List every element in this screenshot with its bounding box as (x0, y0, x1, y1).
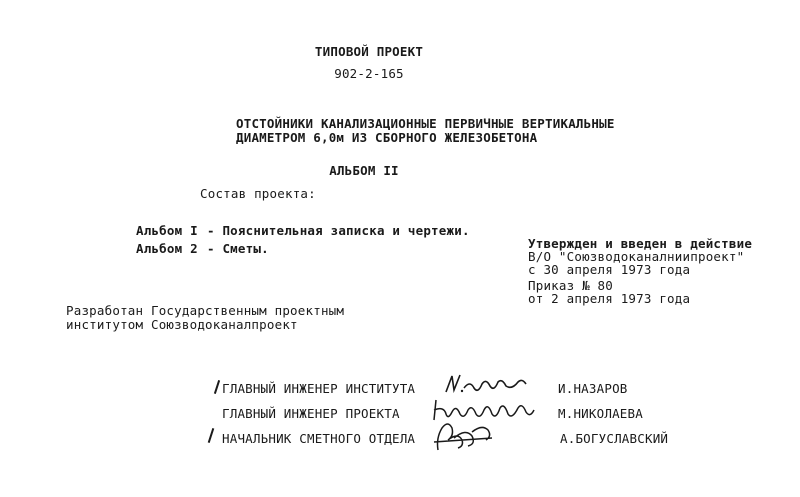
slash-mark (214, 380, 220, 394)
handwritten-signature (432, 418, 502, 454)
composition-item-album: Альбом I (136, 223, 198, 238)
approval-order: Приказ № 80 (528, 278, 613, 293)
composition-item-description: - Пояснительная записка и чертежи. (207, 223, 470, 238)
signatory-name: И.НАЗАРОВ (558, 381, 628, 396)
document-type-label: ТИПОВОЙ ПРОЕКТ (314, 44, 424, 59)
composition-heading: Состав проекта: (200, 186, 316, 201)
project-title-line-2: ДИАМЕТРОМ 6,0м ИЗ СБОРНОГО ЖЕЛЕЗОБЕТОНА (236, 130, 538, 145)
signatory-name: А.БОГУСЛАВСКИЙ (560, 431, 669, 446)
project-number: 902-2-165 (334, 66, 404, 81)
approval-order-date: от 2 апреля 1973 года (528, 291, 691, 306)
developer-line-1: Разработан Государственным проектным (66, 303, 345, 318)
handwritten-signature (442, 370, 532, 398)
signatory-position: ГЛАВНЫЙ ИНЖЕНЕР ПРОЕКТА (222, 406, 400, 421)
composition-item-album: Альбом 2 (136, 241, 198, 256)
project-title-line-1: ОТСТОЙНИКИ КАНАЛИЗАЦИОННЫЕ ПЕРВИЧНЫЕ ВЕРТИКАЛЬНЫЕ (236, 116, 615, 131)
slash-mark (208, 428, 215, 443)
signatory-name: М.НИКОЛАЕВА (558, 406, 643, 421)
approval-line-2: В/О "Союзводоканалниипроект" (528, 249, 745, 264)
approval-line-1: Утвержден и введен в действие (528, 236, 753, 251)
approval-line-3: с 30 апреля 1973 года (528, 262, 691, 277)
signatory-position: ГЛАВНЫЙ ИНЖЕНЕР ИНСТИТУТА (222, 381, 416, 396)
signatory-position: НАЧАЛЬНИК СМЕТНОГО ОТДЕЛА (222, 431, 416, 446)
album-label: АЛЬБОМ II (329, 163, 399, 178)
developer-line-2: институтом Союзводоканалпроект (66, 317, 298, 332)
composition-item-description: - Сметы. (207, 241, 269, 256)
